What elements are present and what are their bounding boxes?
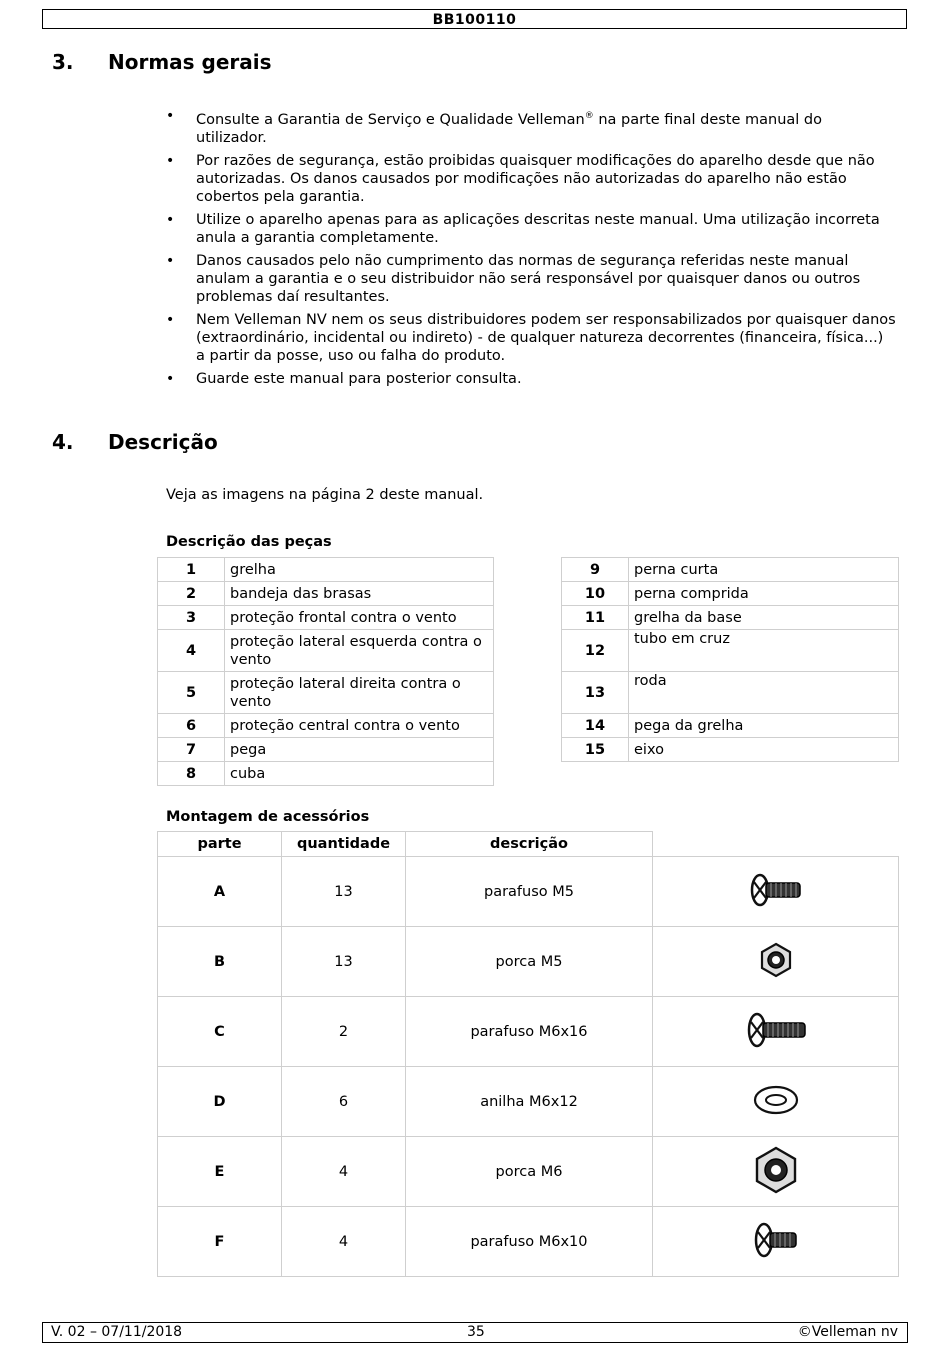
table-row: 13 roda — [562, 672, 899, 714]
list-item: • Por razões de segurança, estão proibidas quaisquer modificações do aparelho desde que não autorizadas. Os danos causados por modificações não autorizadas do aparelho não estão cobertos pela garantia. — [166, 152, 875, 205]
document-footer — [42, 1322, 908, 1343]
section-number: 4. — [52, 430, 74, 454]
table-row: 3 proteção frontal contra o vento — [158, 606, 494, 630]
bullet-icon: • — [166, 152, 175, 169]
section-title: Descrição — [108, 430, 218, 454]
footer-page-number: 35 — [467, 1324, 485, 1340]
footer-copyright: ©Velleman nv — [797, 1324, 898, 1340]
list-item: • Consulte a Garantia de Serviço e Qualidade Velleman® na parte final deste manual do utilizador. — [166, 108, 823, 146]
section-title: Normas gerais — [108, 50, 272, 74]
list-item: • Nem Velleman NV nem os seus distribuidores podem ser responsabilizados por quaisquer danos (extraordinário, incidental ou indireto) - de qualquer natureza decorrentes (financeira, física...) a partir da posse, uso ou falha do produto. — [166, 311, 896, 364]
table-row: 5 proteção lateral direita contra o vento — [158, 672, 494, 714]
bullet-icon: • — [166, 370, 175, 387]
table-row: E 4 porca M6 — [158, 1137, 899, 1207]
table-row: 7 pega — [158, 738, 494, 762]
table-row: 4 proteção lateral esquerda contra o vento — [158, 630, 494, 672]
table-row: 8 cuba — [158, 762, 494, 786]
table-row: 14 pega da grelha — [562, 714, 899, 738]
bullet-icon: • — [166, 108, 175, 124]
accessories-heading: Montagem de acessórios — [166, 809, 370, 825]
long-screw-icon — [653, 997, 899, 1067]
table-row: 1 grelha — [158, 558, 494, 582]
table-header-row — [158, 832, 899, 857]
footer-version: V. 02 – 07/11/2018 — [51, 1324, 183, 1340]
doc-code: BB100110 — [432, 12, 517, 28]
intro-text: Veja as imagens na página 2 deste manual. — [166, 487, 484, 503]
accessories-table — [157, 831, 899, 1277]
section-3-heading — [52, 50, 272, 74]
screw-icon — [653, 857, 899, 927]
table-row: F 4 parafuso M6x10 — [158, 1207, 899, 1277]
bullet-icon: • — [166, 252, 175, 269]
nut-icon — [653, 927, 899, 997]
table-row: A 13 parafuso M5 — [158, 857, 899, 927]
table-row: B 13 porca M5 — [158, 927, 899, 997]
washer-icon — [653, 1067, 899, 1137]
large-nut-icon — [653, 1137, 899, 1207]
column-header: parte — [158, 832, 282, 857]
table-row: 6 proteção central contra o vento — [158, 714, 494, 738]
general-rules-list — [166, 107, 896, 393]
column-header: descrição — [406, 832, 653, 857]
section-number: 3. — [52, 50, 74, 74]
parts-table-left — [157, 557, 494, 786]
table-row: 11 grelha da base — [562, 606, 899, 630]
list-item: • Danos causados pelo não cumprimento das normas de segurança referidas neste manual anulam a garantia e o seu distribuidor não será responsável por quaisquer danos ou outros problemas daí resultantes. — [166, 252, 861, 305]
parts-table-right — [561, 557, 899, 762]
parts-heading: Descrição das peças — [166, 534, 332, 550]
bullet-icon: • — [166, 211, 175, 228]
table-row: 10 perna comprida — [562, 582, 899, 606]
document-header — [42, 9, 907, 29]
table-row: 2 bandeja das brasas — [158, 582, 494, 606]
table-row: 12 tubo em cruz — [562, 630, 899, 672]
list-item: • Utilize o aparelho apenas para as aplicações descritas neste manual. Uma utilização incorreta anula a garantia completamente. — [166, 211, 880, 246]
table-row: C 2 parafuso M6x16 — [158, 997, 899, 1067]
bullet-icon: • — [166, 311, 175, 328]
table-row: 15 eixo — [562, 738, 899, 762]
table-row: D 6 anilha M6x12 — [158, 1067, 899, 1137]
short-screw-icon — [653, 1207, 899, 1277]
list-item: • Guarde este manual para posterior consulta. — [166, 370, 522, 387]
table-row: 9 perna curta — [562, 558, 899, 582]
section-4-heading — [52, 430, 218, 454]
column-header: quantidade — [282, 832, 406, 857]
